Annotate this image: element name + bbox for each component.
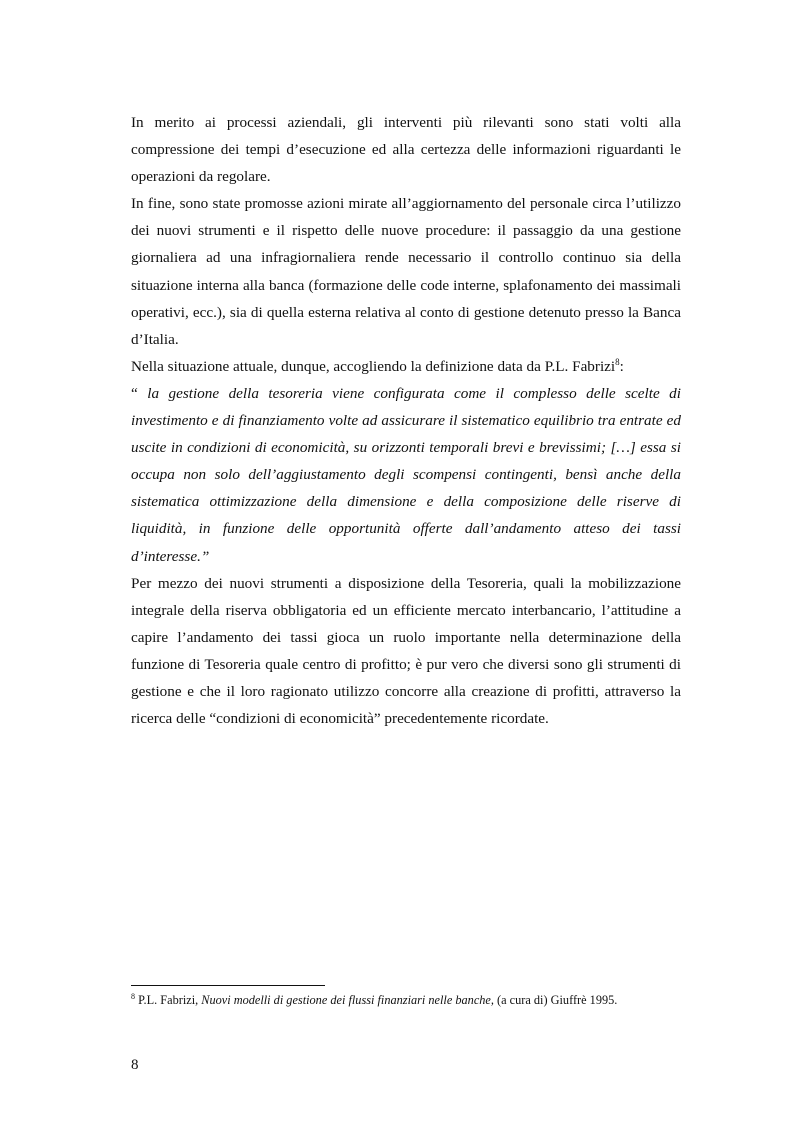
paragraph-personale: In fine, sono state promosse azioni mirate all’aggiornamento del personale circa l’utilizzo dei nuovi strumenti e il rispetto delle nuove procedure: il passaggio da una gestione giornaliera ad una infragiornaliera rende necessario il controllo continuo sia della situazione interna alla banca (formazione delle code interne, splafonamento dei massimali operativi, ecc.), sia di quella esterna relativa al conto di gestione detenuto presso la Banca d’Italia. bbox=[131, 195, 681, 348]
paragraph-strumenti: Per mezzo dei nuovi strumenti a disposizione della Tesoreria, quali la mobilizzazione integrale della riserva obbligatoria ed un efficiente mercato interbancario, l’attitudine a capire l’andamento dei tassi gioca un ruolo importante nella determinazione della funzione di Tesoreria quale centro di profitto; è pur vero che diversi sono gli strumenti di gestione e che il loro ragionato utilizzo concorre alla creazione di profitti, attraverso la ricerca delle “condizioni di economicità” precedentemente ricordate. bbox=[131, 574, 681, 728]
footnote-author: P.L. Fabrizi, bbox=[135, 993, 202, 1007]
paragraph-definizione bbox=[131, 353, 681, 380]
footnote-separator bbox=[131, 985, 325, 986]
footnote-reference: 8 bbox=[615, 356, 620, 367]
definizione-colon: : bbox=[619, 357, 624, 375]
footnote-title: Nuovi modelli di gestione dei flussi finanziari nelle banche, bbox=[201, 993, 494, 1007]
quotation-text: la gestione della tesoreria viene configurata come il complesso delle scelte di investimento e di finanziamento volte ad assicurare il sistematico equilibrio tra entrate ed uscite in condizioni di economicità, su orizzonti temporali brevi e brevissimi; […] essa si occupa non solo dell’aggiustamento degli scompensi contingenti, bensì anche della sistematica ottimizzazione della dimensione e della composizione delle riserve di liquidità, in funzione delle opportunità offerte dall’andamento atteso dei tassi d’interesse.” bbox=[131, 384, 681, 565]
definizione-text: Nella situazione attuale, dunque, accogliendo la definizione data da P.L. Fabrizi bbox=[131, 357, 616, 375]
quote-open-mark: “ bbox=[131, 384, 148, 402]
paragraph-processi: In merito ai processi aziendali, gli interventi più rilevanti sono stati volti alla compressione dei tempi d’esecuzione ed alla certezza delle informazioni riguardanti le operazioni da regolare. bbox=[131, 114, 681, 186]
page-number: 8 bbox=[131, 1057, 139, 1073]
body-text bbox=[131, 109, 681, 732]
footnote bbox=[131, 992, 691, 1008]
footnote-publisher: (a cura di) Giuffrè 1995. bbox=[493, 993, 618, 1007]
footnote-number: 8 bbox=[131, 991, 135, 1001]
quotation-block bbox=[131, 380, 681, 570]
